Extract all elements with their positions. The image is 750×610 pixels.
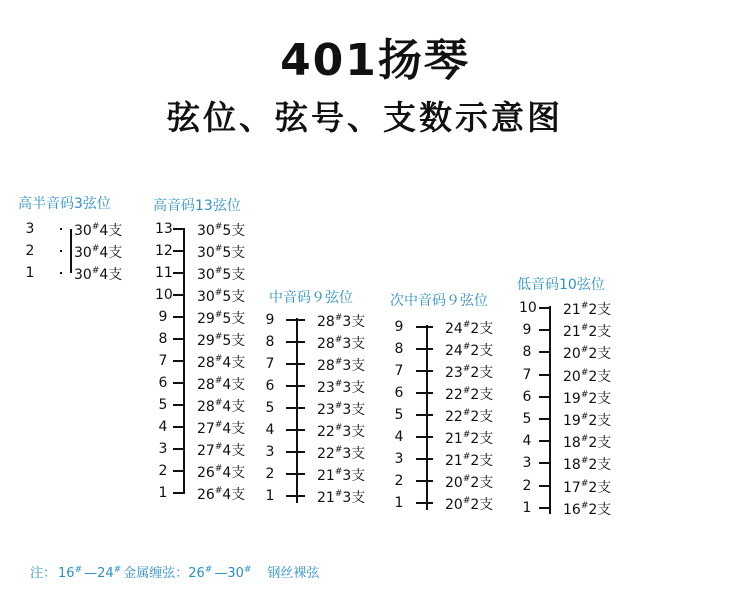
note-num-d: 30 — [227, 566, 244, 581]
string-label — [445, 362, 493, 382]
string-gauge: 21 — [445, 453, 463, 469]
sharp-sign: # — [462, 386, 471, 396]
string-tick — [286, 319, 305, 321]
string-count: 5支 — [222, 333, 246, 349]
string-row — [517, 341, 677, 363]
sharp-sign: # — [334, 489, 343, 499]
string-position: 9 — [522, 322, 532, 339]
string-label — [74, 242, 122, 262]
string-label — [197, 484, 245, 504]
string-count: 2支 — [588, 368, 612, 385]
string-gauge: 21 — [563, 324, 581, 341]
sharp-sign: # — [214, 376, 223, 386]
string-count: 2支 — [470, 387, 494, 403]
string-count: 3支 — [342, 314, 366, 330]
sharp-sign: # — [113, 565, 122, 575]
string-count: 3支 — [342, 402, 366, 418]
string-tick — [286, 429, 305, 431]
string-gauge: 27 — [197, 421, 215, 437]
string-row — [517, 297, 677, 319]
string-tick — [416, 392, 433, 394]
string-tick — [416, 348, 433, 350]
string-position: 3 — [394, 451, 404, 467]
string-tick — [173, 426, 185, 428]
string-position: 5 — [394, 407, 404, 423]
string-label — [197, 308, 245, 328]
string-count: 3支 — [342, 468, 366, 484]
string-tick — [286, 495, 305, 497]
string-gauge: 26 — [197, 487, 215, 503]
string-row — [517, 452, 677, 474]
string-label — [197, 440, 245, 460]
string-label — [563, 499, 611, 519]
sharp-sign: # — [580, 478, 589, 489]
string-position: 5 — [265, 400, 275, 416]
string-gauge: 26 — [197, 465, 215, 481]
string-tick — [173, 360, 185, 362]
string-label — [317, 355, 365, 375]
string-gauge: 18 — [563, 457, 581, 474]
sharp-sign: # — [580, 301, 589, 311]
string-tick — [173, 316, 185, 318]
sharp-sign: # — [334, 379, 343, 389]
string-position: 6 — [158, 375, 168, 391]
note-prefix: 注： — [30, 566, 57, 581]
string-gauge: 30 — [197, 267, 215, 283]
sharp-sign: # — [580, 434, 589, 445]
string-count: 4支 — [222, 443, 246, 459]
string-tick — [416, 436, 433, 438]
string-position: 4 — [394, 429, 404, 445]
string-count: 5支 — [222, 311, 246, 327]
string-gauge: 30 — [74, 245, 92, 261]
sharp-sign: # — [580, 456, 589, 467]
string-position: 4 — [265, 422, 275, 438]
string-gauge: 24 — [445, 321, 463, 337]
string-label — [74, 220, 122, 240]
string-tick — [286, 341, 305, 343]
string-position: 6 — [265, 378, 275, 394]
sharp-sign: # — [243, 565, 252, 575]
string-tick — [60, 250, 62, 252]
string-label — [317, 443, 365, 463]
string-position: 8 — [265, 334, 275, 350]
sharp-sign: # — [462, 452, 471, 462]
group-title: 中音码９弦位 — [269, 290, 353, 306]
string-tick — [173, 250, 185, 252]
string-gauge: 19 — [563, 390, 581, 407]
string-position: 3 — [265, 444, 275, 460]
string-count: 2支 — [470, 497, 494, 513]
string-position: 1 — [394, 495, 404, 511]
string-label — [445, 318, 493, 338]
string-label — [445, 406, 493, 426]
string-gauge: 17 — [563, 479, 581, 496]
string-gauge: 16 — [563, 501, 581, 518]
string-label — [197, 396, 245, 416]
sharp-sign: # — [462, 364, 471, 374]
string-label — [445, 428, 493, 448]
string-count: 2支 — [470, 365, 494, 381]
string-position: 4 — [522, 433, 532, 450]
string-tick — [416, 502, 433, 504]
sharp-sign: # — [214, 222, 223, 232]
string-gauge: 22 — [317, 446, 335, 462]
string-position: 10 — [155, 287, 173, 303]
string-row — [517, 475, 677, 497]
string-count: 4支 — [222, 377, 246, 393]
sharp-sign: # — [334, 313, 343, 323]
note-steel: 钢丝裸弦 — [267, 566, 320, 581]
string-position: 13 — [155, 221, 173, 237]
string-row — [517, 319, 677, 341]
string-gauge: 28 — [197, 377, 215, 393]
sharp-sign: # — [334, 467, 343, 477]
string-position: 5 — [158, 397, 168, 413]
string-gauge: 23 — [317, 402, 335, 418]
string-count: 4支 — [222, 355, 246, 371]
sharp-sign: # — [580, 500, 589, 511]
string-gauge: 21 — [445, 431, 463, 447]
string-count: 2支 — [588, 479, 612, 496]
string-label — [317, 465, 365, 485]
string-label — [445, 494, 493, 514]
group-title: 高音码13弦位 — [153, 198, 241, 214]
sharp-sign: # — [580, 345, 589, 356]
string-count: 4支 — [99, 245, 123, 261]
string-label — [563, 366, 611, 386]
string-label — [563, 432, 611, 452]
string-position: 2 — [394, 473, 404, 489]
string-gauge: 29 — [197, 333, 215, 349]
string-tick — [416, 370, 433, 372]
string-gauge: 30 — [197, 289, 215, 305]
string-tick — [173, 404, 185, 406]
note-dash: — — [84, 566, 98, 581]
string-tick — [286, 473, 305, 475]
string-tick — [539, 485, 551, 487]
string-count: 3支 — [342, 336, 366, 352]
string-tick — [416, 458, 433, 460]
string-count: 4支 — [222, 487, 246, 503]
string-label — [563, 343, 611, 363]
sharp-sign: # — [91, 222, 100, 232]
string-count: 2支 — [588, 324, 612, 341]
string-label — [563, 477, 611, 497]
string-count: 4支 — [222, 421, 246, 437]
sharp-sign: # — [214, 398, 223, 408]
string-position: 9 — [265, 312, 275, 328]
string-label — [74, 264, 122, 284]
string-gauge: 21 — [317, 490, 335, 506]
string-row — [517, 497, 677, 519]
string-position: 7 — [522, 366, 532, 383]
string-label — [445, 384, 493, 404]
string-count: 5支 — [222, 289, 246, 305]
string-count: 2支 — [588, 413, 612, 429]
string-label — [197, 242, 245, 262]
string-gauge: 29 — [197, 311, 215, 327]
sharp-sign: # — [334, 335, 343, 345]
string-gauge: 20 — [445, 497, 463, 513]
string-tick — [539, 462, 551, 464]
string-position: 3 — [522, 455, 532, 472]
string-tick — [173, 448, 185, 450]
string-label — [445, 340, 493, 360]
string-gauge: 30 — [74, 267, 92, 283]
sharp-sign: # — [214, 486, 223, 496]
footnote — [30, 562, 319, 581]
string-tick — [539, 396, 551, 398]
sharp-sign: # — [74, 565, 83, 575]
string-gauge: 22 — [445, 409, 463, 425]
string-gauge: 28 — [317, 336, 335, 352]
sharp-sign: # — [214, 310, 223, 320]
string-gauge: 20 — [563, 346, 581, 363]
sharp-sign: # — [462, 496, 471, 506]
string-tick — [286, 451, 305, 453]
sharp-sign: # — [580, 323, 589, 334]
string-tick — [173, 492, 185, 494]
string-position: 2 — [158, 463, 168, 479]
string-tick — [539, 440, 551, 442]
string-row — [153, 218, 313, 240]
sharp-sign: # — [214, 244, 223, 254]
string-tick — [173, 338, 185, 340]
string-count: 2支 — [588, 346, 612, 363]
string-gauge: 21 — [563, 302, 581, 318]
string-count: 3支 — [342, 490, 366, 506]
string-gauge: 27 — [197, 443, 215, 459]
string-row — [517, 408, 677, 430]
string-tick — [416, 480, 433, 482]
string-row — [153, 240, 313, 262]
string-tick — [539, 351, 551, 353]
note-num-b: 24 — [97, 566, 114, 581]
string-count: 4支 — [99, 223, 123, 239]
note-num-c: 26 — [188, 566, 205, 581]
sharp-sign: # — [580, 412, 589, 422]
string-gauge: 23 — [445, 365, 463, 381]
string-position: 9 — [158, 309, 168, 325]
string-label — [317, 487, 365, 507]
sharp-sign: # — [334, 445, 343, 455]
string-position: 11 — [155, 265, 173, 281]
string-gauge: 20 — [445, 475, 463, 491]
string-tick — [60, 272, 62, 274]
sharp-sign: # — [334, 357, 343, 367]
string-count: 5支 — [222, 223, 246, 239]
note-metal: 金属缠弦： — [123, 566, 189, 581]
string-position: 8 — [158, 331, 168, 347]
string-position: 1 — [158, 485, 168, 501]
string-label — [317, 333, 365, 353]
group-title: 低音码10弦位 — [517, 277, 605, 293]
sharp-sign: # — [91, 244, 100, 254]
string-count: 2支 — [588, 457, 612, 474]
string-count: 3支 — [342, 380, 366, 396]
note-dash: — — [214, 566, 228, 581]
note-num-a: 16 — [58, 566, 75, 581]
string-tick — [416, 414, 433, 416]
string-tick — [539, 329, 551, 331]
string-count: 4支 — [99, 267, 123, 283]
sharp-sign: # — [214, 266, 223, 276]
sharp-sign: # — [462, 320, 471, 330]
string-tick — [539, 507, 551, 509]
string-label — [563, 454, 611, 474]
string-label — [197, 220, 245, 240]
string-count: 4支 — [222, 399, 246, 415]
string-label — [197, 462, 245, 482]
sharp-sign: # — [580, 389, 589, 400]
string-count: 2支 — [588, 435, 612, 452]
string-tick — [60, 228, 62, 230]
string-label — [197, 264, 245, 284]
string-gauge: 28 — [197, 355, 215, 371]
string-count: 2支 — [588, 302, 612, 318]
string-count: 3支 — [342, 424, 366, 440]
string-position: 6 — [522, 388, 532, 405]
string-row — [153, 262, 313, 284]
string-count: 2支 — [470, 321, 494, 337]
string-position: 7 — [158, 353, 168, 369]
string-gauge: 23 — [317, 380, 335, 396]
string-gauge: 30 — [74, 223, 92, 239]
string-position: 12 — [155, 243, 173, 259]
string-row — [517, 364, 677, 386]
sharp-sign: # — [214, 332, 223, 342]
string-count: 5支 — [222, 245, 246, 261]
string-position: 2 — [522, 477, 532, 494]
string-tick — [539, 418, 551, 420]
string-label — [197, 418, 245, 438]
string-count: 2支 — [470, 431, 494, 447]
string-tick — [286, 407, 305, 409]
string-position: 4 — [158, 419, 168, 435]
string-position: 1 — [522, 499, 532, 516]
sharp-sign: # — [214, 420, 223, 430]
string-tick — [286, 363, 305, 365]
string-gauge: 28 — [197, 399, 215, 415]
sharp-sign: # — [214, 442, 223, 452]
string-label — [197, 374, 245, 394]
string-position: 10 — [519, 300, 537, 316]
string-count: 2支 — [470, 409, 494, 425]
sharp-sign: # — [462, 408, 471, 418]
string-row — [517, 430, 677, 452]
string-tick — [173, 272, 185, 274]
sharp-sign: # — [91, 266, 100, 276]
sharp-sign: # — [214, 354, 223, 364]
string-position: 3 — [25, 221, 35, 237]
string-label — [197, 352, 245, 372]
sharp-sign: # — [462, 430, 471, 440]
page-title: 401扬琴 — [280, 35, 470, 86]
string-gauge: 28 — [317, 314, 335, 330]
string-label — [317, 311, 365, 331]
sharp-sign: # — [580, 367, 589, 378]
string-tick — [539, 374, 551, 376]
string-count: 2支 — [470, 343, 494, 359]
string-label — [563, 388, 611, 408]
sharp-sign: # — [334, 401, 343, 411]
string-position: 2 — [265, 466, 275, 482]
string-row — [517, 386, 677, 408]
string-label — [317, 377, 365, 397]
string-position: 9 — [394, 319, 404, 335]
string-count: 4支 — [222, 465, 246, 481]
string-gauge: 28 — [317, 358, 335, 374]
string-label — [197, 330, 245, 350]
sharp-sign: # — [214, 464, 223, 474]
string-label — [197, 286, 245, 306]
string-tick — [173, 382, 185, 384]
string-count: 2支 — [588, 390, 612, 407]
string-gauge: 22 — [317, 424, 335, 440]
string-position: 1 — [25, 265, 35, 281]
group-title: 次中音码９弦位 — [390, 293, 488, 309]
string-label — [563, 299, 611, 319]
string-count: 2支 — [470, 475, 494, 491]
string-position: 6 — [394, 385, 404, 401]
string-position: 1 — [265, 488, 275, 504]
group-title: 高半音码3弦位 — [18, 196, 111, 212]
string-position: 5 — [522, 411, 532, 427]
string-tick — [416, 326, 433, 328]
string-position: 8 — [394, 341, 404, 357]
string-count: 5支 — [222, 267, 246, 283]
string-label — [445, 472, 493, 492]
sharp-sign: # — [214, 288, 223, 298]
string-position: 2 — [25, 243, 35, 259]
string-label — [563, 410, 611, 430]
string-position: 7 — [394, 363, 404, 379]
string-gauge: 18 — [563, 435, 581, 452]
string-tick — [173, 294, 185, 296]
string-gauge: 30 — [197, 223, 215, 239]
string-count: 2支 — [588, 501, 612, 518]
string-gauge: 30 — [197, 245, 215, 261]
string-gauge: 20 — [563, 368, 581, 385]
sharp-sign: # — [334, 423, 343, 433]
string-label — [317, 421, 365, 441]
string-gauge: 24 — [445, 343, 463, 359]
string-tick — [539, 307, 551, 309]
string-tick — [173, 228, 185, 230]
string-tick — [173, 470, 185, 472]
string-position: 3 — [158, 441, 168, 457]
string-gauge: 22 — [445, 387, 463, 403]
sharp-sign: # — [462, 474, 471, 484]
string-count: 2支 — [470, 453, 494, 469]
string-gauge: 21 — [317, 468, 335, 484]
string-count: 3支 — [342, 446, 366, 462]
string-position: 7 — [265, 356, 275, 372]
sharp-sign: # — [204, 565, 213, 575]
string-label — [563, 321, 611, 341]
string-count: 3支 — [342, 358, 366, 374]
string-position: 8 — [522, 344, 532, 361]
page-subtitle: 弦位、弦号、支数示意图 — [167, 98, 563, 137]
sharp-sign: # — [462, 342, 471, 352]
string-tick — [286, 385, 305, 387]
string-gauge: 19 — [563, 413, 581, 429]
string-label — [445, 450, 493, 470]
string-label — [317, 399, 365, 419]
